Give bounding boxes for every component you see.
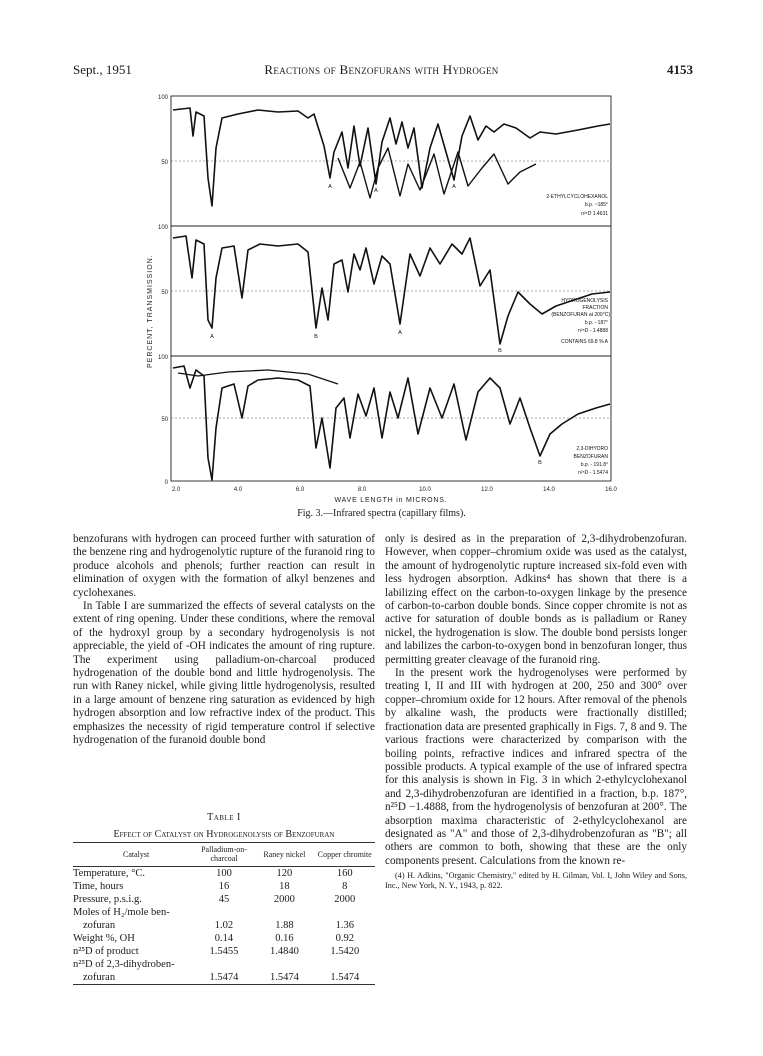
panel3-label-line: n²⁵D - 1.5474 bbox=[578, 470, 608, 476]
table-cell: 1.02 bbox=[214, 920, 234, 931]
peak-marker-b: B bbox=[314, 334, 318, 340]
table-cell: 1.88 bbox=[275, 920, 294, 931]
table-cell: 2000 bbox=[334, 894, 356, 905]
x-axis-label: WAVE LENGTH in MICRONS. bbox=[334, 497, 448, 504]
table-cell: 45 bbox=[218, 894, 230, 905]
row-label: Moles of H₂/mole ben- bbox=[73, 907, 170, 918]
panel2-label-line: (BENZOFURAN at 200°C) bbox=[551, 312, 610, 318]
table-cell bbox=[315, 906, 375, 919]
table-cell: 100 bbox=[216, 868, 232, 879]
x-tick: 16.0 bbox=[605, 487, 617, 493]
x-tick: 6.0 bbox=[295, 487, 305, 493]
column-header: Palladium-on-charcoal bbox=[194, 843, 254, 867]
tick-100: 100 bbox=[157, 95, 168, 101]
x-tick: 14.0 bbox=[543, 487, 555, 493]
peak-marker-a: A bbox=[398, 330, 402, 336]
panel1-label-line: b.p. ~185° bbox=[585, 202, 608, 208]
table-i bbox=[73, 812, 375, 985]
panel2-label-line: CONTAINS 69.8 % A bbox=[561, 339, 608, 345]
tick-50: 50 bbox=[161, 417, 168, 423]
body-paragraph: In Table I are summarized the effects of several catalysts on the extent of ring opening. Under these conditions, where the removal of the hydroxyl group by a secondary hydrogenolysis is not appreciable, the yield of -OH indicates the amount of ring rupture. The experiment using palladium-on-charcoal produced hydrogenation of the double bond and little hydrogenolysis. The run with Raney nickel, while giving little hydrogenolysis, resulted in a large amount of benzene ring saturation as evidenced by high hydrogen absorption and low refractive index of the product. This emphasizes the necessity of rigid temperature control if selective hydrogenation of the furanoid double bond bbox=[73, 600, 375, 747]
body-paragraph: benzofurans with hydrogen can proceed further with saturation of the benzene ring and hydrogenolytic rupture of the furanoid ring to produce alcohols and phenols; further reaction can result in elimination of oxygen with the formation of alkyl benzenes and cyclohexanes. bbox=[73, 533, 375, 599]
table-cell: 18 bbox=[279, 881, 290, 892]
panel2-label-line: b.p. - 187° bbox=[584, 320, 608, 326]
table-cell: 1.5455 bbox=[209, 946, 239, 957]
table-row bbox=[73, 945, 375, 958]
table-row bbox=[73, 958, 375, 971]
table-cell bbox=[254, 958, 314, 971]
x-tick: 10.0 bbox=[419, 487, 431, 493]
running-header-title: Reactions of Benzofurans with Hydrogen bbox=[264, 62, 499, 77]
column-header: Raney nickel bbox=[254, 843, 314, 867]
page-number: 4153 bbox=[667, 62, 693, 77]
spectrum-overlay-panel1 bbox=[338, 148, 536, 198]
peak-marker-a: A bbox=[374, 188, 378, 194]
spectrum-overlay-panel3 bbox=[178, 370, 338, 384]
spectrum-curve-panel3 bbox=[173, 366, 610, 480]
table-row bbox=[73, 971, 375, 985]
panel1-label-line: 2-ETHYLCYCLOHEXANOL bbox=[546, 194, 608, 200]
table-row bbox=[73, 932, 375, 945]
table-cell: 2000 bbox=[273, 894, 295, 905]
panel2-label-line: n²⁵D - 1.4888 bbox=[578, 328, 608, 334]
x-tick: 12.0 bbox=[481, 487, 493, 493]
tick-50: 50 bbox=[161, 160, 168, 166]
table-cell: 0.14 bbox=[214, 933, 234, 944]
data-table bbox=[73, 842, 375, 985]
panel3-label-line: 2,3-DIHYDRO bbox=[576, 446, 608, 452]
body-paragraph: only is desired as in the preparation of 2,3-dihydrobenzofuran. However, when copper–chromium oxide was used as the catalyst, the amount of hydrogenolytic rupture increased six-fold even with less hydrogen absorption. Adkins⁴ has shown that there is a labilizing effect on the carbon-to-oxygen linkage by the presence of carbon-to-carbon double bonds. Since copper chromite is not as active for saturation of double bonds as is palladium or Raney nickel, the hydrogenation is slow. The double bond persists longer and labilizes the carbon-to-oxygen bond in benzofuran longer, thus permitting greater cleavage of the furanoid ring. bbox=[385, 533, 687, 666]
table-cell: 0.16 bbox=[275, 933, 294, 944]
row-label: Pressure, p.s.i.g. bbox=[73, 894, 142, 905]
x-tick: 2.0 bbox=[171, 487, 181, 493]
row-label: n²⁵D of 2,3-dihydroben- bbox=[73, 959, 175, 970]
table-cell: 1.4840 bbox=[269, 946, 299, 957]
table-cell bbox=[315, 958, 375, 971]
tick-50: 50 bbox=[161, 290, 168, 296]
table-cell: 8 bbox=[342, 881, 348, 892]
row-label: Temperature, °C. bbox=[73, 868, 145, 879]
table-title: Table I bbox=[207, 812, 241, 823]
body-paragraph: In the present work the hydrogenolyses were performed by treating I, II and III with hydrogen at 200, 250 and 300° over copper–chromium oxide for 12 hours. After removal of the phenols by alkaline wash, the products were fractionally distilled; fractionation data are presented graphically in Figs. 7, 8 and 9. The various fractions were characterized by comparison with the boiling points, refractive indices and infrared spectra of the possible products. A typical example of the use of infrared spectra for this analysis is shown in Fig. 3 in which 2-ethylcyclohexanol and 2,3-dihydrobenzofuran are identified in a fraction, b.p. 187°, n²⁵D −1.4888, from the hydrogenolysis of benzofuran at 200°. The absorption maxima characteristic of 2-ethylcyclohexanol are designated as "A" and those of 2,3-dihydrobenzofuran as "B"; all others are common to both, showing that these are the only components present. Calculations from the known re- bbox=[385, 667, 687, 867]
table-cell: 1.5420 bbox=[330, 946, 360, 957]
spectrum-curve-panel2 bbox=[173, 236, 610, 344]
figure-frame bbox=[171, 96, 611, 481]
panel2-label-line: HYDROGENOLYSIS bbox=[561, 298, 608, 304]
left-text-column bbox=[73, 533, 375, 748]
row-label: zofuran bbox=[73, 971, 194, 985]
spectrum-curve-panel1 bbox=[173, 108, 610, 206]
peak-marker-a: A bbox=[328, 184, 332, 190]
figure-caption: Fig. 3.—Infrared spectra (capillary films). bbox=[297, 508, 466, 519]
table-row bbox=[73, 906, 375, 919]
table-cell: 16 bbox=[218, 881, 230, 892]
table-header-row bbox=[73, 843, 375, 867]
peak-marker-b: B bbox=[498, 348, 502, 354]
tick-100: 100 bbox=[157, 355, 168, 361]
row-label: zofuran bbox=[83, 920, 116, 931]
table-cell bbox=[254, 906, 314, 919]
footnote: (4) H. Adkins, "Organic Chemistry," edited by H. Gilman, Vol. I, John Wiley and Sons, Inc., New York, N. Y., 1943, p. 822. bbox=[385, 871, 687, 891]
table-cell: 1.36 bbox=[335, 920, 354, 931]
peak-marker-a: A bbox=[210, 334, 214, 340]
panel3-label-line: BENZOFURAN bbox=[573, 454, 608, 460]
table-row bbox=[73, 919, 375, 932]
table-cell: 0.92 bbox=[335, 933, 354, 944]
table-cell: 120 bbox=[276, 868, 293, 879]
table-cell: 160 bbox=[336, 868, 353, 879]
column-header: Catalyst bbox=[73, 843, 194, 867]
right-text-column bbox=[385, 533, 687, 891]
table-cell bbox=[194, 958, 254, 971]
row-label: n²⁵D of product bbox=[73, 946, 139, 957]
panel2-label-line: FRACTION bbox=[582, 305, 608, 311]
table-cell: 1.5474 bbox=[194, 971, 254, 985]
row-label: Weight %, OH bbox=[73, 933, 135, 944]
tick-100: 100 bbox=[157, 225, 168, 231]
panel1-label-line: n²⁵D 1.4631 bbox=[581, 211, 608, 217]
table-row bbox=[73, 867, 375, 881]
tick-0: 0 bbox=[164, 480, 168, 486]
peak-marker-b: B bbox=[538, 460, 542, 466]
running-header-date: Sept., 1951 bbox=[73, 62, 132, 77]
y-axis-label: PERCENT, TRANSMISSION. bbox=[147, 254, 154, 368]
peak-marker-a: A bbox=[452, 184, 456, 190]
x-tick: 8.0 bbox=[357, 487, 367, 493]
table-row bbox=[73, 893, 375, 906]
row-label: Time, hours bbox=[73, 881, 124, 892]
table-cell: 1.5474 bbox=[315, 971, 375, 985]
table-cell: 1.5474 bbox=[254, 971, 314, 985]
table-cell bbox=[194, 906, 254, 919]
table-subtitle: Effect of Catalyst on Hydrogenolysis of Benzofuran bbox=[113, 829, 335, 840]
column-header: Copper chromite bbox=[315, 843, 375, 867]
infrared-spectra-figure bbox=[138, 88, 638, 508]
x-tick: 4.0 bbox=[233, 487, 243, 493]
panel3-label-line: b.p. - 191.8° bbox=[580, 462, 608, 468]
table-row bbox=[73, 880, 375, 893]
